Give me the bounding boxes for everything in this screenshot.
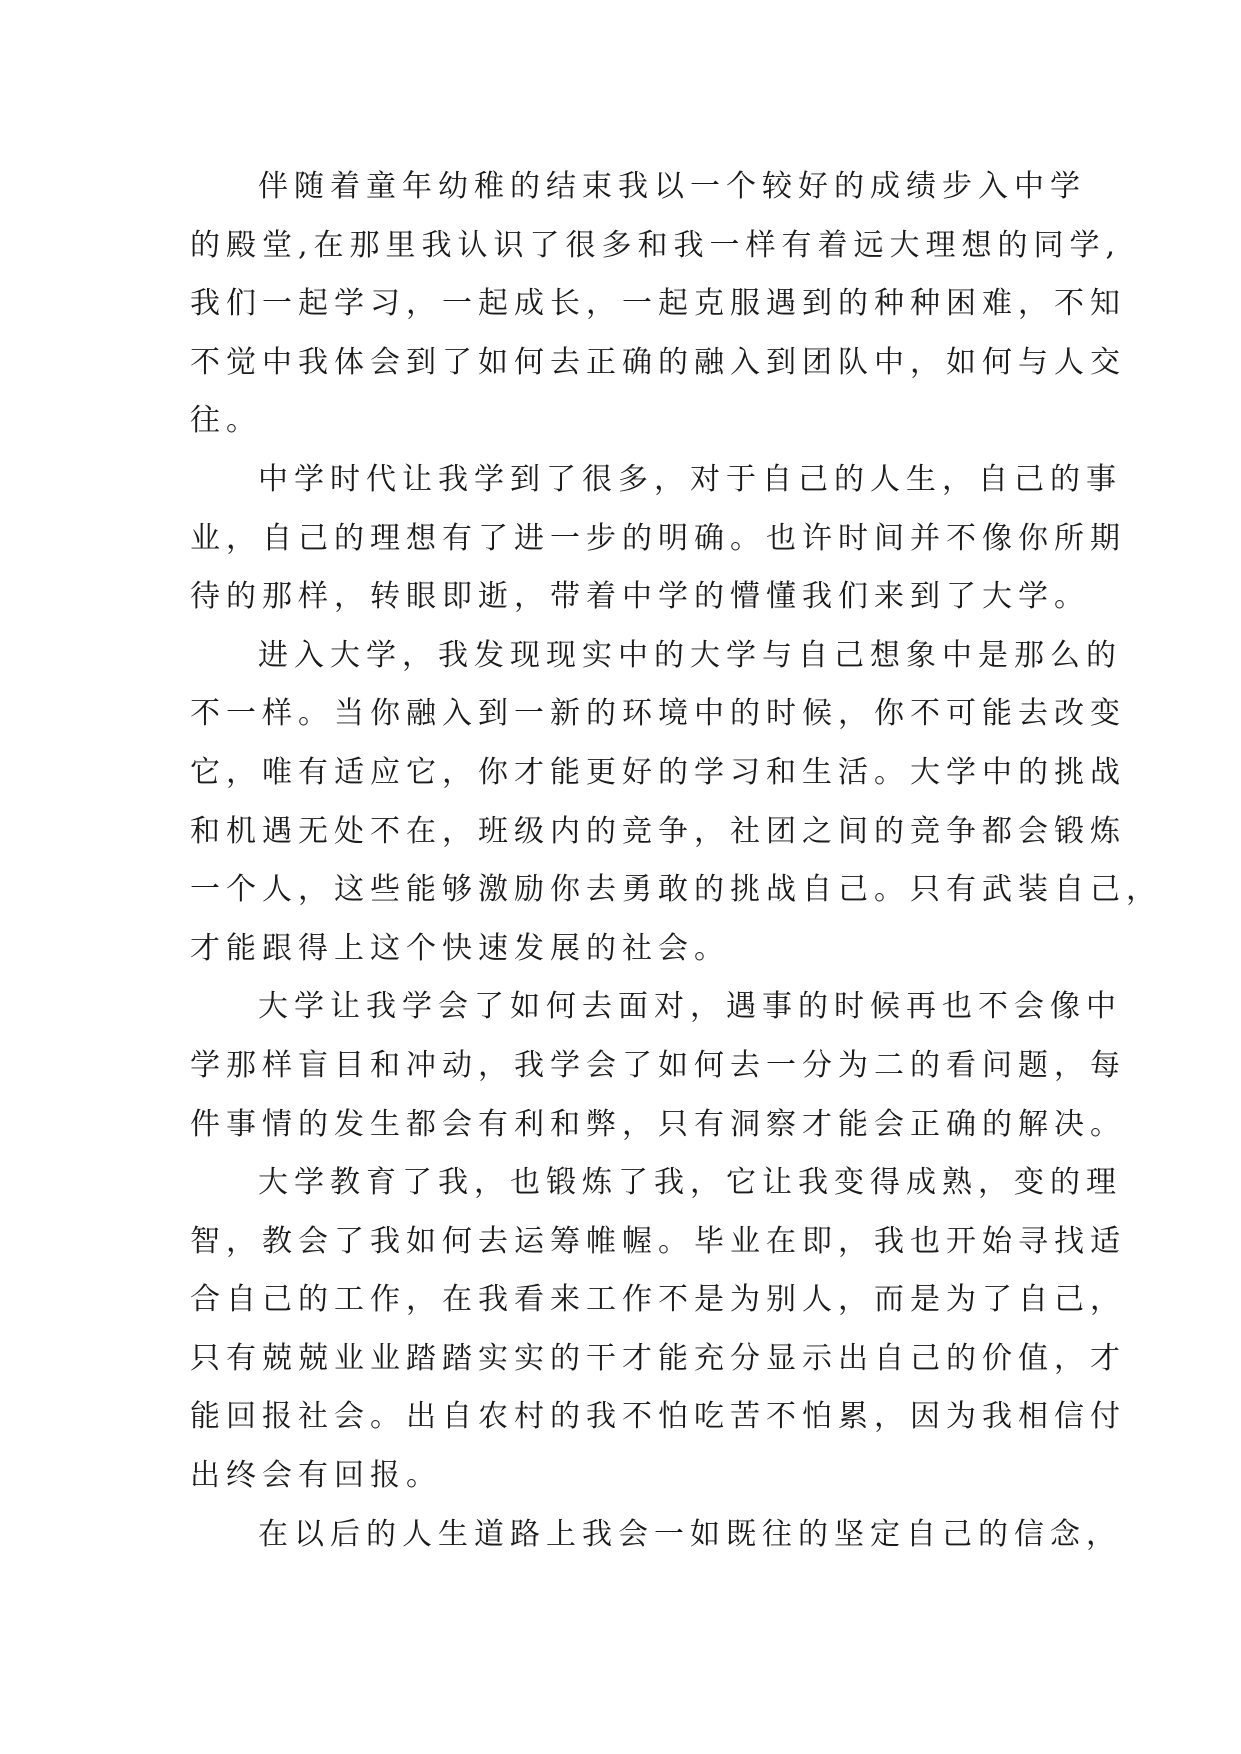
text-line: 待的那样，转眼即逝，带着中学的懵懂我们来到了大学。 <box>190 579 1090 615</box>
text-line: 的殿堂,在那里我认识了很多和我一样有着远大理想的同学, <box>190 227 1122 263</box>
text-line: 大学让我学会了如何去面对，遇事的时候再也不会像中 <box>258 989 1122 1025</box>
text-line: 一个人，这些能够激励你去勇敢的挑战自己。只有武装自己， <box>190 872 1162 908</box>
text-line: 智，教会了我如何去运筹帷幄。毕业在即，我也开始寻找适 <box>190 1223 1126 1259</box>
text-line: 它，唯有适应它，你才能更好的学习和生活。大学中的挑战 <box>190 754 1126 790</box>
text-line: 件事情的发生都会有利和弊，只有洞察才能会正确的解决。 <box>190 1106 1126 1142</box>
text-line: 中学时代让我学到了很多，对于自己的人生，自己的事 <box>258 461 1122 497</box>
text-line: 只有兢兢业业踏踏实实的干才能充分显示出自己的价值，才 <box>190 1340 1126 1376</box>
paragraph-6 <box>190 1506 1122 1565</box>
text-line: 才能跟得上这个快速发展的社会。 <box>190 930 730 966</box>
text-line: 不一样。当你融入到一新的环境中的时候，你不可能去改变 <box>190 696 1126 732</box>
text-line: 伴随着童年幼稚的结束我以一个较好的成绩步入中学 <box>258 169 1086 204</box>
text-line: 能回报社会。出自农村的我不怕吃苦不怕累，因为我相信付 <box>190 1399 1126 1435</box>
text-line: 业，自己的理想有了进一步的明确。也许时间并不像你所期 <box>190 520 1126 556</box>
paragraph-5 <box>190 1154 1126 1506</box>
text-line: 大学教育了我，也锻炼了我，它让我变得成熟，变的理 <box>258 1165 1122 1201</box>
text-line: 和机遇无处不在，班级内的竞争，社团之间的竞争都会锻炼 <box>190 813 1126 849</box>
text-line: 在以后的人生道路上我会一如既往的坚定自己的信念， <box>258 1516 1122 1552</box>
text-line: 我们一起学习，一起成长，一起克服遇到的种种困难，不知 <box>190 286 1126 322</box>
text-line: 合自己的工作，在我看来工作不是为别人，而是为了自己， <box>190 1282 1126 1318</box>
text-line: 不觉中我体会到了如何去正确的融入到团队中，如何与人交 <box>190 344 1126 380</box>
paragraph-1 <box>190 158 1126 451</box>
text-line: 出终会有回报。 <box>190 1458 442 1494</box>
text-line: 往。 <box>190 403 262 439</box>
paragraph-2 <box>190 451 1126 627</box>
body-text <box>190 158 1162 1564</box>
text-line: 学那样盲目和冲动，我学会了如何去一分为二的看问题，每 <box>190 1047 1126 1083</box>
paragraph-4 <box>190 978 1126 1154</box>
text-line: 进入大学，我发现现实中的大学与自己想象中是那么的 <box>258 637 1122 673</box>
paragraph-3 <box>190 627 1162 979</box>
